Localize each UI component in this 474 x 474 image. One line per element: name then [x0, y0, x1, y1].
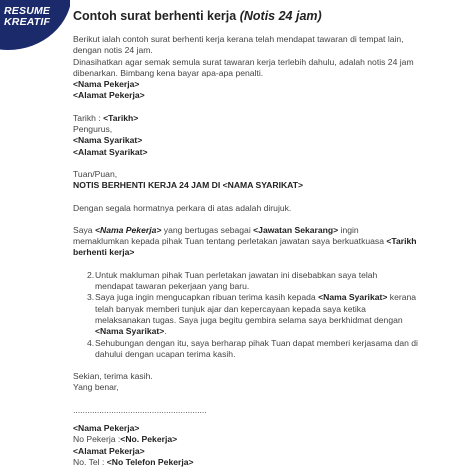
list-number: 4.: [87, 337, 95, 348]
subject-line: NOTIS BERHENTI KERJA 24 JAM DI <NAMA SYARIKAT>: [73, 180, 303, 191]
page-title: [73, 9, 322, 23]
points-list: [73, 270, 467, 360]
brand-logo: [4, 6, 50, 28]
point-line: Sehubungan dengan itu, saya berharap pihak Tuan dapat memberi kerjasama dan di: [95, 337, 418, 348]
logo-line-2: KREATIF: [4, 16, 51, 28]
para1-line3: berhenti kerja>: [73, 247, 135, 258]
placeholder-company: <Nama Syarikat>: [95, 326, 165, 337]
footer-name: <Nama Pekerja>: [73, 423, 140, 434]
text-run: memaklumkan kepada pihak Tuan tentang perletakan jawatan saya berkuatkuasa: [73, 236, 387, 247]
sender-name: <Nama Pekerja>: [73, 79, 140, 90]
placeholder-date: <Tarikh: [386, 236, 417, 247]
opening-line: Dengan segala hormatnya perkara di atas adalah dirujuk.: [73, 202, 292, 213]
closing-line: Yang benar,: [73, 382, 119, 393]
letter-body: [73, 34, 467, 468]
intro-line: Dinasihatkan agar semak semula surat tawaran kerja terlebih dahulu, adalah notis 24 jam: [73, 56, 414, 67]
recipient-title: Pengurus,: [73, 124, 113, 135]
date-value: <Tarikh>: [103, 112, 139, 123]
footer-staff-no: [73, 434, 467, 445]
closing-line: Sekian, terima kasih.: [73, 371, 153, 382]
text-run: ingin: [338, 224, 359, 235]
date-label: Tarikh :: [73, 112, 101, 123]
list-item: [87, 270, 467, 293]
point-line: telah banyak memberi tunjuk ajar dan kepercayaan kepada saya ketika: [95, 303, 366, 314]
salutation: Tuan/Puan,: [73, 168, 118, 179]
point-line: mendapat tawaran pekerjaan yang baru.: [95, 281, 250, 292]
placeholder-name: <Nama Pekerja>: [94, 224, 162, 235]
brand-corner: [0, 0, 70, 50]
staff-no-label: No Pekerja :: [73, 434, 121, 445]
tel-label: No. Tel :: [73, 456, 107, 467]
point-line: [95, 292, 467, 303]
intro-line: Berikut ialah contoh surat berhenti kerja kerana telah mendapat tawaran di tempat lain,: [73, 34, 404, 44]
title-main: Contoh surat berhenti kerja: [73, 9, 237, 23]
footer-address: <Alamat Pekerja>: [73, 445, 145, 456]
list-item: [87, 292, 467, 337]
date-line: [73, 113, 467, 124]
recipient-address: <Alamat Syarikat>: [73, 146, 148, 157]
staff-no-value: <No. Pekerja>: [120, 434, 178, 445]
signature-line: ........................................................: [73, 404, 207, 415]
point-line: Untuk makluman pihak Tuan perletakan jawatan ini disebabkan saya telah: [95, 269, 378, 280]
recipient-company: <Nama Syarikat>: [73, 135, 143, 146]
placeholder-position: <Jawatan Sekarang>: [253, 224, 339, 235]
para1-line2: [73, 236, 467, 247]
text-run: .: [164, 326, 167, 337]
footer-tel: [73, 457, 467, 468]
para1-line1: [73, 225, 467, 236]
placeholder-company: <Nama Syarikat>: [318, 292, 388, 303]
title-note: (Notis 24 jam): [239, 9, 322, 23]
text-run: yang bertugas sebagai: [161, 224, 254, 235]
text-run: kerana: [387, 292, 417, 303]
point-line: [95, 326, 467, 337]
point-line: melaksanakan tugas. Saya juga begitu gembira selama saya berkhidmat dengan: [95, 314, 403, 325]
list-number: 3.: [87, 292, 95, 303]
text-run: Saya juga ingin mengucapkan ribuan terima kasih kepada: [95, 292, 319, 303]
sender-address: <Alamat Pekerja>: [73, 90, 145, 101]
intro-line: dengan notis 24 jam.: [73, 45, 153, 56]
text-run: Saya: [73, 224, 95, 235]
list-number: 2.: [87, 269, 95, 280]
point-line: dahului dengan ucapan terima kasih.: [95, 348, 236, 359]
logo-line-1: RESUME: [4, 5, 51, 17]
tel-value: <No Telefon Pekerja>: [106, 456, 194, 467]
intro-line: dibenarkan. Bimbang kena bayar apa-apa penalti.: [73, 67, 264, 78]
list-item: [87, 338, 467, 361]
